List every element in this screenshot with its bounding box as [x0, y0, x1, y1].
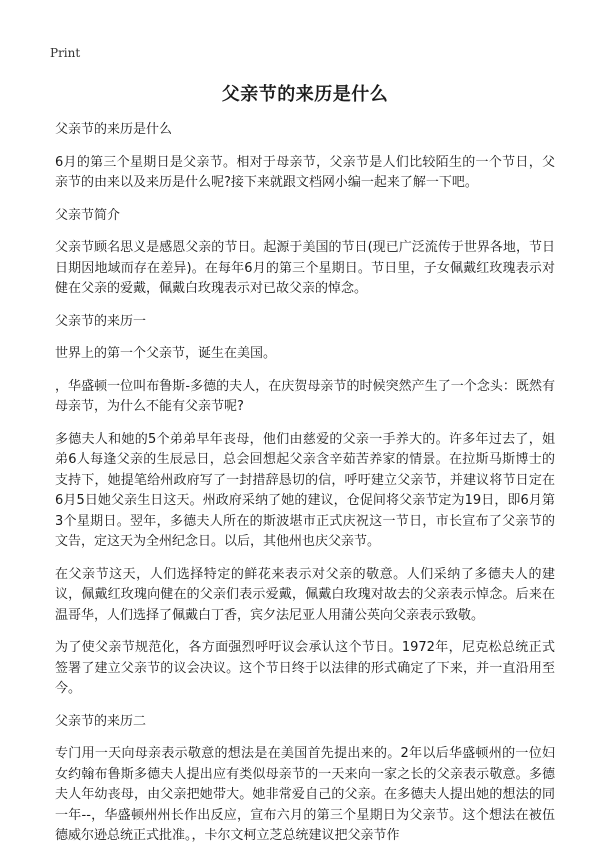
section-heading: 父亲节简介 [55, 207, 121, 223]
paragraph: 在父亲节这天，人们选择特定的鲜花来表示对父亲的敬意。人们采纳了多德夫人的建议，佩戴红玫瑰向健在的父亲们表示爱戴，佩戴白玫瑰对故去的父亲表示悼念。后来在温哥华，人们选择了佩戴白丁香，宾夕法尼亚人用蒲公英向父亲表示致敬。 [55, 566, 555, 623]
paragraph: 6月的第三个星期日是父亲节。相对于母亲节，父亲节是人们比较陌生的一个节日，父亲节的由来以及来历是什么呢?接下来就跟文档网小编一起来了解一下吧。 [55, 154, 555, 190]
print-link[interactable]: Print [50, 46, 81, 60]
paragraph: 专门用一天向母亲表示敬意的想法是在美国首先提出来的。2年以后华盛顿州的一位妇女约翰布鲁斯多德夫人提出应有类似母亲节的一天来向一家之长的父亲表示敬意。多德夫人年幼丧母，由父亲把她带大。她非常爱自己的父亲。在多德夫人提出她的想法的同一年--，华盛顿州州长作出反应，宣布六月的第三个星期日为父亲节。这个想法在被伍德威尔逊总统正式批准。，卡尔文柯立芝总统建议把父亲节作 [55, 746, 555, 843]
document-body [55, 120, 555, 847]
section-heading: 父亲节的来历一 [55, 313, 147, 329]
paragraph: 多德夫人和她的5个弟弟早年丧母，他们由慈爱的父亲一手养大的。许多年过去了，姐弟6人每逢父亲的生辰忌日，总会回想起父亲含辛茹苦养家的情景。在拉斯马斯博士的支持下，她提笔给州政府写了一封措辞恳切的信，呼吁建立父亲节，并建议将节日定在6月5日她父亲生日这天。州政府采纳了她的建议，仓促间将父亲节定为19日，即6月第3个星期日。翌年，多德夫人所在的斯波堪市正式庆祝这一节日，市长宣布了父亲节的文告，定这天为全州纪念日。以后，其他州也庆父亲节。 [55, 431, 555, 549]
paragraph: ，华盛顿一位叫布鲁斯-多德的夫人，在庆贺母亲节的时候突然产生了一个念头：既然有母亲节，为什么不能有父亲节呢? [55, 378, 555, 414]
section-heading: 父亲节的来历二 [55, 713, 147, 729]
document-title: 父亲节的来历是什么 [221, 84, 389, 105]
paragraph: 世界上的第一个父亲节，诞生在美国。 [55, 346, 277, 361]
paragraph: 为了使父亲节规范化，各方面强烈呼吁议会承认这个节日。1972年，尼克松总统正式签署了建立父亲节的议会决议。这个节日终于以法律的形式确定了下来，并一直沿用至今。 [55, 640, 555, 696]
document-page [55, 80, 555, 859]
paragraph: 父亲节顾名思义是感恩父亲的节日。起源于美国的节日(现已广泛流传于世界各地，节日日期因地域而存在差异)。在每年6月的第三个星期日。节日里，子女佩戴红玫瑰表示对健在父亲的爱戴，佩戴白玫瑰表示对已故父亲的悼念。 [55, 240, 555, 296]
section-heading: 父亲节的来历是什么 [55, 122, 173, 137]
